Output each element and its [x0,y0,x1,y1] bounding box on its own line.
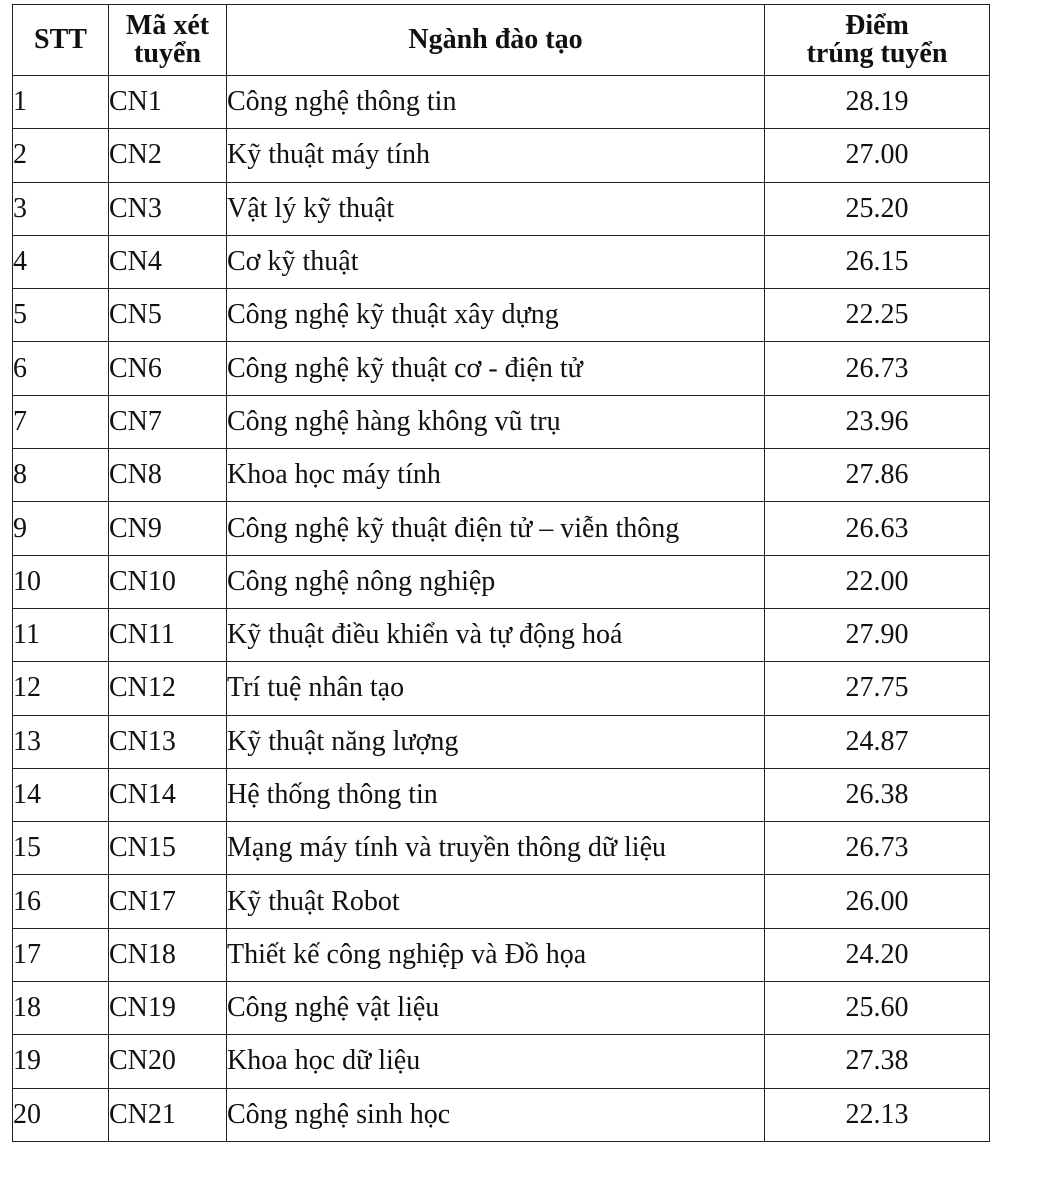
cell-stt: 18 [13,982,109,1035]
cell-code: CN9 [109,502,227,555]
cell-major: Công nghệ thông tin [227,76,765,129]
cell-code: CN21 [109,1088,227,1141]
cell-stt: 5 [13,289,109,342]
header-score-line1: Điểm [845,10,909,41]
cell-major: Hệ thống thông tin [227,768,765,821]
cell-code: CN2 [109,129,227,182]
cell-score: 25.20 [765,182,990,235]
table-row [13,662,990,715]
table-header [13,5,990,76]
cell-major: Khoa học máy tính [227,449,765,502]
cell-score: 25.60 [765,982,990,1035]
cell-score: 28.19 [765,76,990,129]
table-row [13,289,990,342]
table-row [13,875,990,928]
cell-stt: 10 [13,555,109,608]
admission-score-table [12,4,990,1142]
cell-score: 24.87 [765,715,990,768]
cell-code: CN10 [109,555,227,608]
table-row [13,182,990,235]
cell-code: CN4 [109,235,227,288]
cell-code: CN5 [109,289,227,342]
header-row [13,5,990,76]
cell-stt: 8 [13,449,109,502]
cell-stt: 2 [13,129,109,182]
header-code-line1: Mã xét [125,10,210,41]
header-score-line2: trúng tuyển [806,38,948,69]
header-code [109,5,227,76]
cell-major: Công nghệ kỹ thuật điện tử – viễn thông [227,502,765,555]
cell-score: 26.38 [765,768,990,821]
cell-score: 22.25 [765,289,990,342]
table-row [13,928,990,981]
cell-stt: 11 [13,608,109,661]
table-row [13,715,990,768]
header-stt: STT [13,5,109,76]
table-row [13,1035,990,1088]
cell-code: CN20 [109,1035,227,1088]
table-row [13,768,990,821]
cell-code: CN1 [109,76,227,129]
table-row [13,129,990,182]
cell-stt: 7 [13,395,109,448]
cell-major: Trí tuệ nhân tạo [227,662,765,715]
cell-code: CN7 [109,395,227,448]
table-row [13,235,990,288]
cell-stt: 9 [13,502,109,555]
header-major: Ngành đào tạo [227,5,765,76]
cell-major: Kỹ thuật năng lượng [227,715,765,768]
cell-score: 26.73 [765,822,990,875]
cell-stt: 15 [13,822,109,875]
cell-major: Công nghệ vật liệu [227,982,765,1035]
cell-stt: 19 [13,1035,109,1088]
cell-major: Khoa học dữ liệu [227,1035,765,1088]
cell-score: 24.20 [765,928,990,981]
cell-major: Cơ kỹ thuật [227,235,765,288]
cell-score: 26.73 [765,342,990,395]
cell-major: Kỹ thuật máy tính [227,129,765,182]
table-row [13,76,990,129]
cell-stt: 13 [13,715,109,768]
cell-code: CN6 [109,342,227,395]
cell-major: Công nghệ sinh học [227,1088,765,1141]
cell-stt: 20 [13,1088,109,1141]
cell-code: CN13 [109,715,227,768]
cell-code: CN15 [109,822,227,875]
cell-stt: 17 [13,928,109,981]
cell-major: Thiết kế công nghiệp và Đồ họa [227,928,765,981]
table-row [13,342,990,395]
cell-stt: 14 [13,768,109,821]
table-row [13,608,990,661]
table-body [13,76,990,1142]
cell-score: 22.13 [765,1088,990,1141]
cell-code: CN17 [109,875,227,928]
cell-score: 27.90 [765,608,990,661]
cell-major: Mạng máy tính và truyền thông dữ liệu [227,822,765,875]
table-row [13,982,990,1035]
table-row [13,822,990,875]
cell-stt: 1 [13,76,109,129]
cell-score: 27.38 [765,1035,990,1088]
cell-major: Công nghệ kỹ thuật xây dựng [227,289,765,342]
cell-major: Công nghệ kỹ thuật cơ - điện tử [227,342,765,395]
cell-code: CN12 [109,662,227,715]
cell-score: 27.86 [765,449,990,502]
cell-major: Kỹ thuật điều khiển và tự động hoá [227,608,765,661]
cell-major: Công nghệ hàng không vũ trụ [227,395,765,448]
cell-code: CN8 [109,449,227,502]
cell-stt: 12 [13,662,109,715]
header-score [765,5,990,76]
cell-code: CN3 [109,182,227,235]
header-code-line2: tuyển [134,38,201,69]
cell-score: 26.15 [765,235,990,288]
cell-code: CN11 [109,608,227,661]
cell-stt: 3 [13,182,109,235]
cell-stt: 6 [13,342,109,395]
cell-stt: 4 [13,235,109,288]
cell-score: 27.00 [765,129,990,182]
cell-code: CN19 [109,982,227,1035]
table-row [13,395,990,448]
cell-major: Vật lý kỹ thuật [227,182,765,235]
cell-score: 22.00 [765,555,990,608]
cell-major: Công nghệ nông nghiệp [227,555,765,608]
cell-stt: 16 [13,875,109,928]
table-row [13,555,990,608]
table-row [13,1088,990,1141]
cell-major: Kỹ thuật Robot [227,875,765,928]
table-row [13,449,990,502]
cell-score: 27.75 [765,662,990,715]
cell-score: 26.00 [765,875,990,928]
cell-code: CN18 [109,928,227,981]
cell-score: 26.63 [765,502,990,555]
cell-code: CN14 [109,768,227,821]
cell-score: 23.96 [765,395,990,448]
table-row [13,502,990,555]
